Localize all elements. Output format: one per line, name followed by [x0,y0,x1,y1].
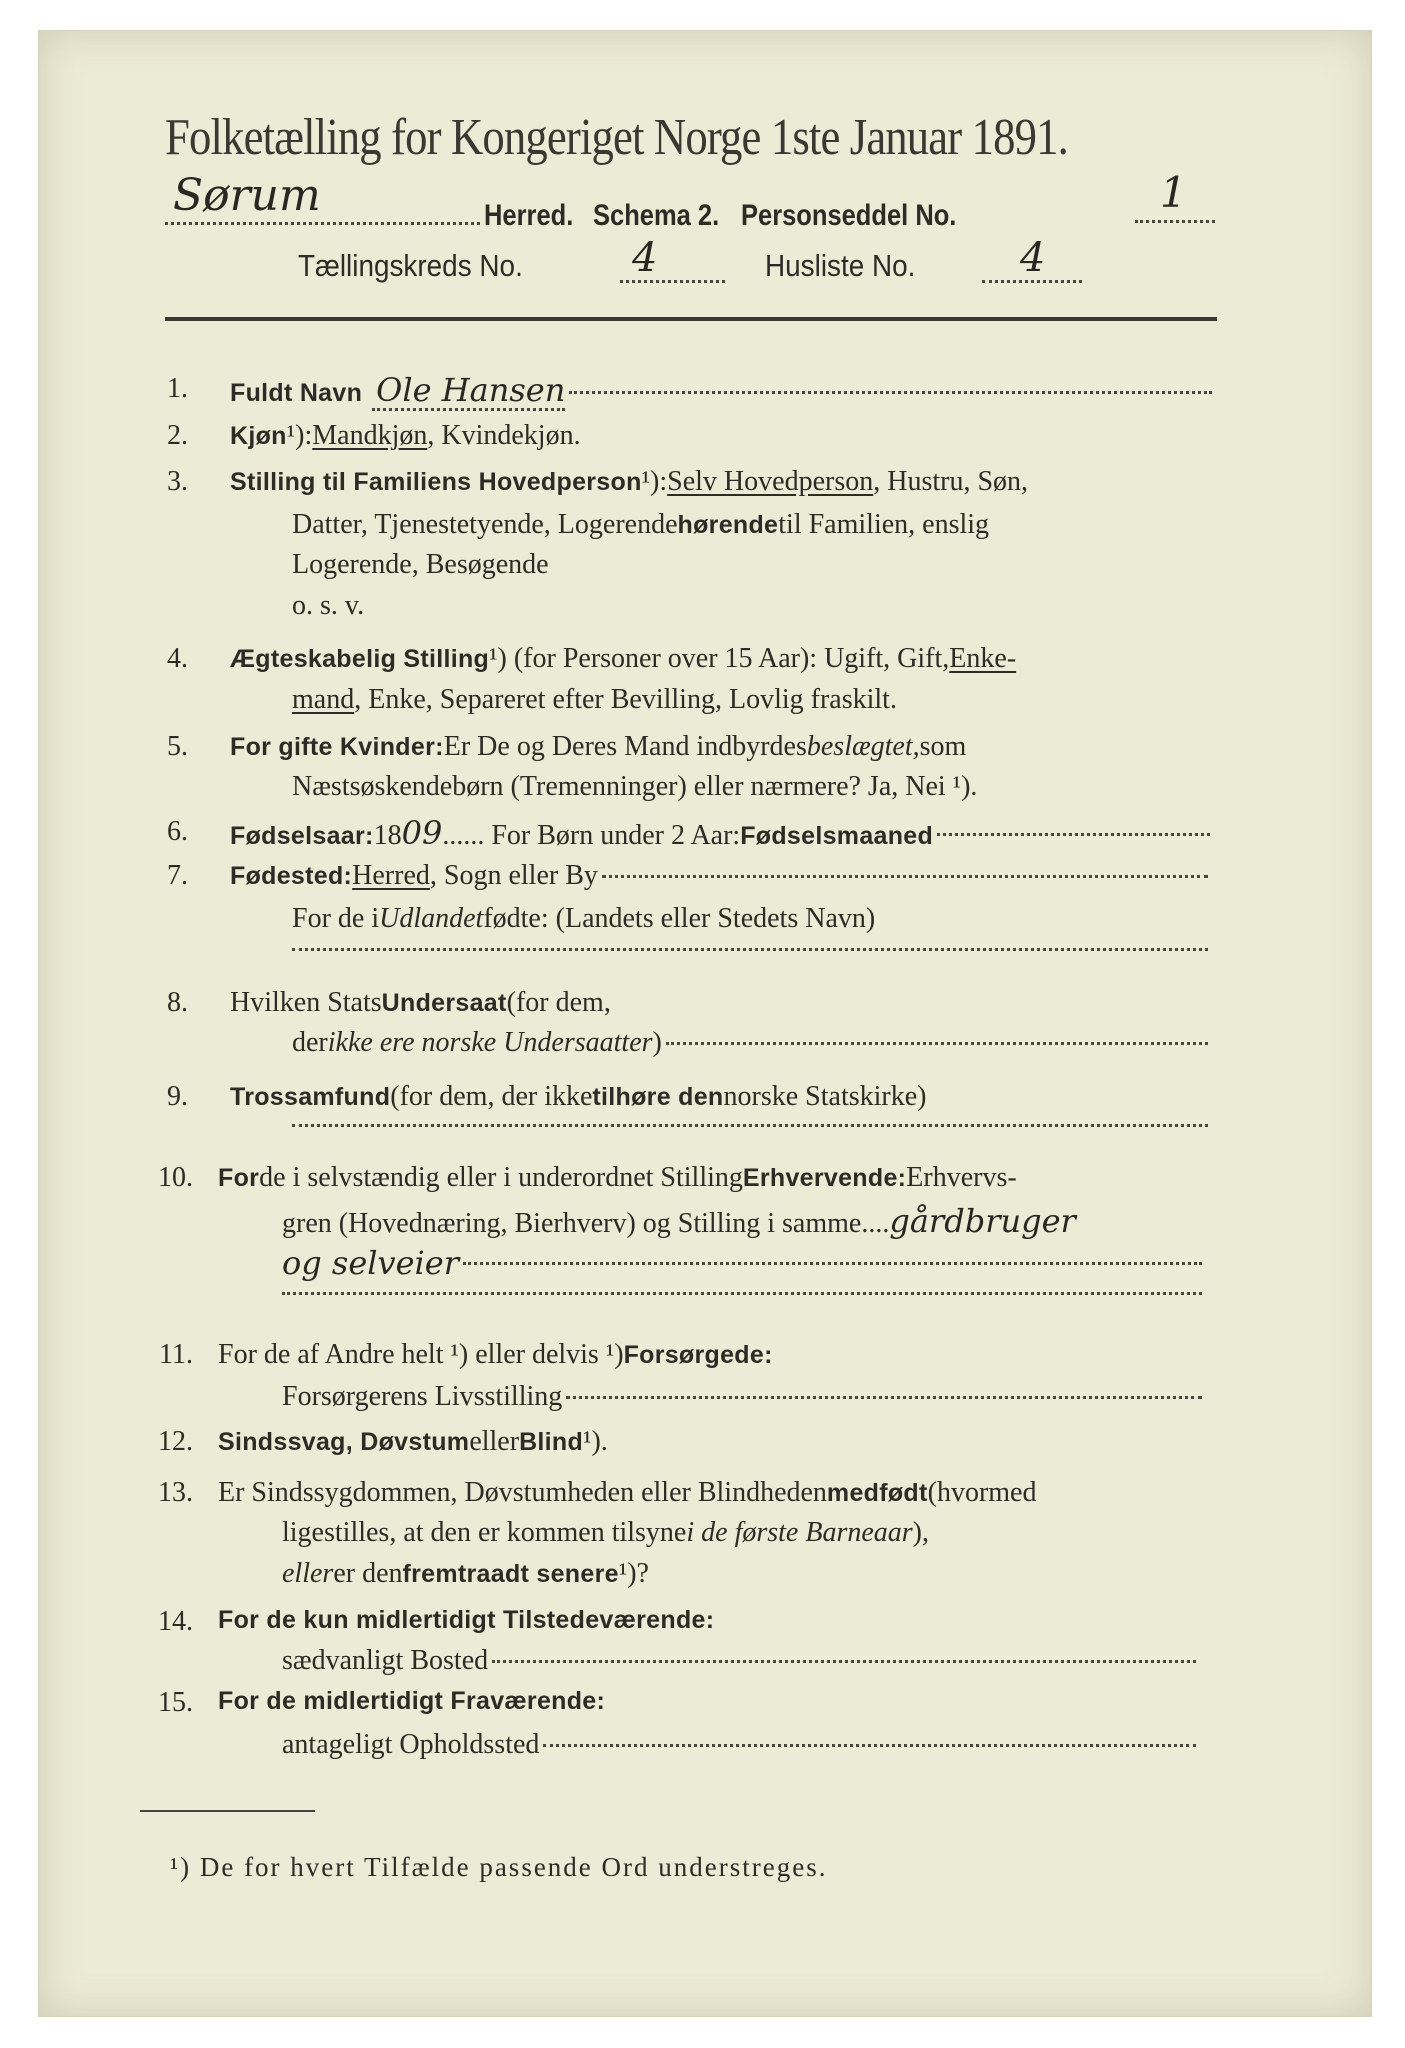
question-number: 12. [158,1426,193,1457]
question-text: Ægteskabelig Stilling [230,645,490,673]
question-10-line [282,1246,1202,1281]
answer-field[interactable] [566,1396,1202,1399]
answer-field[interactable] [282,1292,1202,1295]
question-10-line [218,1162,1202,1194]
question-number: 5. [167,731,188,762]
question-number: 14. [158,1606,193,1637]
question-text: For [218,1164,260,1192]
question-text: ), [912,1517,929,1548]
question-text: ikke ere norske Undersaatter [327,1027,653,1058]
question-11-line [282,1381,1202,1413]
question-text: fremtraadt senere [402,1560,619,1588]
kreds-field[interactable] [620,280,725,283]
question-text: beslægtet, [806,731,920,762]
question-text: o. s. v. [292,590,365,621]
question-3-line [292,509,1212,541]
question-text: eller [282,1558,334,1589]
question-text: Er Sindssygdommen, Døvstumheden eller Blindheden [218,1477,827,1508]
question-text: , Kvindekjøn. [427,420,581,451]
question-text: Fuldt Navn [230,379,363,407]
question-number: 6. [167,816,188,847]
question-text: hørende [677,511,779,539]
question-9-line [230,1081,1208,1113]
herred-field[interactable] [165,222,480,225]
answer-field[interactable] [937,833,1210,836]
husliste-field[interactable] [982,280,1082,283]
question-text: gren (Hovednæring, Bierhverv) og Stilling i samme.... [282,1208,890,1239]
question-4-line [230,643,1212,675]
question-8-line [230,987,1208,1019]
question-7-line [292,903,1208,935]
question-text: (for dem, [506,987,611,1018]
handwritten-answer[interactable]: gårdbruger [889,1202,1076,1240]
question-number: 4. [167,643,188,674]
question-text: Udlandet [379,903,484,934]
question-7-line [230,860,1208,892]
answer-field[interactable] [543,1744,1196,1747]
question-text: Blind [519,1428,584,1456]
question-text: der [292,1027,328,1058]
question-number: 8. [167,987,188,1018]
kreds-value: 4 [632,235,658,281]
question-text: Hvilken Stats [230,987,382,1018]
question-text: er den [333,1558,403,1589]
kreds-label: Tællingskreds No. [298,248,523,283]
question-text: , Hustru, Søn, [873,466,1029,497]
question-number: 2. [167,420,188,451]
question-text: fødte: (Landets eller Stedets Navn) [483,903,876,934]
question-text: Fødselsmaaned [740,822,934,850]
question-10-line [282,1204,1202,1240]
question-3-line [292,590,1212,622]
footnote: ¹) De for hvert Tilfælde passende Ord understreges. [170,1852,828,1882]
question-14-line [282,1645,1196,1677]
question-3-line [230,466,1212,498]
handwritten-answer[interactable]: og selveier [282,1244,459,1282]
question-text: Datter, Tjenestetyende, Logerende [292,509,678,540]
question-text: (hvormed [927,1477,1037,1508]
question-6-line [230,816,1210,852]
question-5-line [292,771,1212,803]
question-number: 13. [158,1477,193,1508]
form-title: Folketælling for Kongeriget Norge 1ste Januar 1891. [165,109,1068,166]
question-11-line [218,1339,1202,1371]
question-text: ¹): [286,420,313,451]
question-text: Sindssvag, Døvstum [218,1428,470,1456]
question-text: sædvanligt Bosted [282,1645,489,1676]
question-text: , Enke, Separeret efter Bevilling, Lovlig fraskilt. [354,684,897,715]
personseddel-label: Personseddel No. [741,199,957,232]
census-form-page [38,30,1372,2017]
question-text: norske Statskirke) [723,1081,927,1112]
personseddel-value: 1 [1160,168,1187,217]
handwritten-answer[interactable]: Ole Hansen [372,373,565,411]
underlined-answer: Enke- [949,643,1017,674]
herred-line [165,170,1225,232]
underlined-answer: mand [292,684,355,715]
question-4-line [292,684,1212,716]
question-text: ¹): [641,466,668,497]
underlined-answer: Herred [352,860,430,891]
question-9-line [292,1124,1208,1127]
question-text: ) [652,1027,662,1058]
question-text: Fødselsaar: [230,822,374,850]
underlined-answer: Selv Hovedperson [667,466,874,497]
footnote-divider [140,1810,315,1812]
question-text: Stilling til Familiens Hovedperson [230,468,642,496]
personseddel-field[interactable] [1135,220,1215,223]
question-text: som [919,731,967,762]
question-text: Forsørgede: [623,1341,773,1369]
question-12-line [218,1426,1202,1458]
question-number: 15. [158,1687,193,1718]
question-text: Er De og Deres Mand indbyrdes [443,731,807,762]
question-text: eller [469,1426,520,1457]
handwritten-answer[interactable]: 09 [401,814,443,852]
answer-field[interactable] [666,1042,1208,1045]
question-1-line [230,373,1212,411]
question-number: 7. [167,860,188,891]
question-8-line [292,1027,1208,1059]
answer-field[interactable] [292,1124,1208,1127]
question-text: For gifte Kvinder: [230,733,444,761]
question-text: For de af Andre helt ¹) eller delvis ¹) [218,1339,624,1370]
answer-field[interactable] [602,875,1208,878]
question-text: ...... For Børn under 2 Aar: [442,820,741,851]
question-number: 1. [167,373,188,404]
question-text: , Sogn eller By [429,860,598,891]
question-text: For de kun midlertidigt Tilstedeværende: [218,1606,715,1634]
answer-field[interactable] [492,1660,1196,1663]
question-text: Kjøn [230,422,287,450]
question-13-line [282,1517,1202,1549]
question-7-line [292,948,1208,951]
question-15-line [282,1729,1196,1761]
question-14-line [218,1606,1196,1635]
question-text: antageligt Opholdssted [282,1729,540,1760]
question-text: tilhøre den [592,1083,724,1111]
answer-field[interactable] [463,1262,1202,1265]
question-text: Erhvervende: [742,1164,907,1192]
header-divider [165,317,1217,321]
question-text: til Familien, enslig [778,509,990,540]
question-number: 10. [158,1162,193,1193]
question-text: For de i [292,903,380,934]
question-text: medfødt [826,1479,928,1507]
husliste-label: Husliste No. [765,248,916,283]
question-text: Næstsøskendebørn (Tremenninger) eller nærmere? Ja, Nei ¹). [292,771,978,802]
question-text: Logerende, Besøgende [292,549,549,580]
question-text: Undersaat [381,989,507,1017]
answer-field[interactable] [569,391,1212,394]
question-13-line [218,1477,1202,1509]
question-text: (for dem, der ikke [390,1081,593,1112]
question-text: de i selvstændig eller i underordnet Stilling [259,1162,743,1193]
question-text: For de midlertidigt Fraværende: [218,1687,606,1715]
question-text: Erhvervs- [906,1162,1017,1193]
question-text: i de første Barneaar [686,1517,913,1548]
question-text: ¹). [583,1426,608,1457]
question-number: 11. [159,1339,193,1370]
schema-label: Schema 2. [593,199,720,232]
question-15-line [218,1687,1196,1716]
underlined-answer: Mandkjøn [312,420,428,451]
question-text: ¹) (for Personer over 15 Aar): Ugift, Gift, [489,643,950,674]
question-text: Fødested: [230,862,353,890]
herred-label: Herred. [484,199,574,232]
question-number: 3. [167,466,188,497]
question-5-line [230,731,1212,763]
answer-field[interactable] [292,948,1208,951]
question-text: Forsørgerens Livsstilling [282,1381,563,1412]
question-2-line [230,420,1212,452]
question-text: ¹)? [618,1558,649,1589]
question-13-line [282,1558,1202,1590]
question-text: ligestilles, at den er kommen tilsyne [282,1517,687,1548]
question-number: 9. [167,1081,188,1112]
question-text: Trossamfund [230,1083,391,1111]
question-text: 18 [373,820,402,851]
question-3-line [292,549,1212,581]
husliste-value: 4 [1020,235,1046,281]
question-10-line [282,1292,1202,1295]
herred-value: Sørum [173,170,321,221]
